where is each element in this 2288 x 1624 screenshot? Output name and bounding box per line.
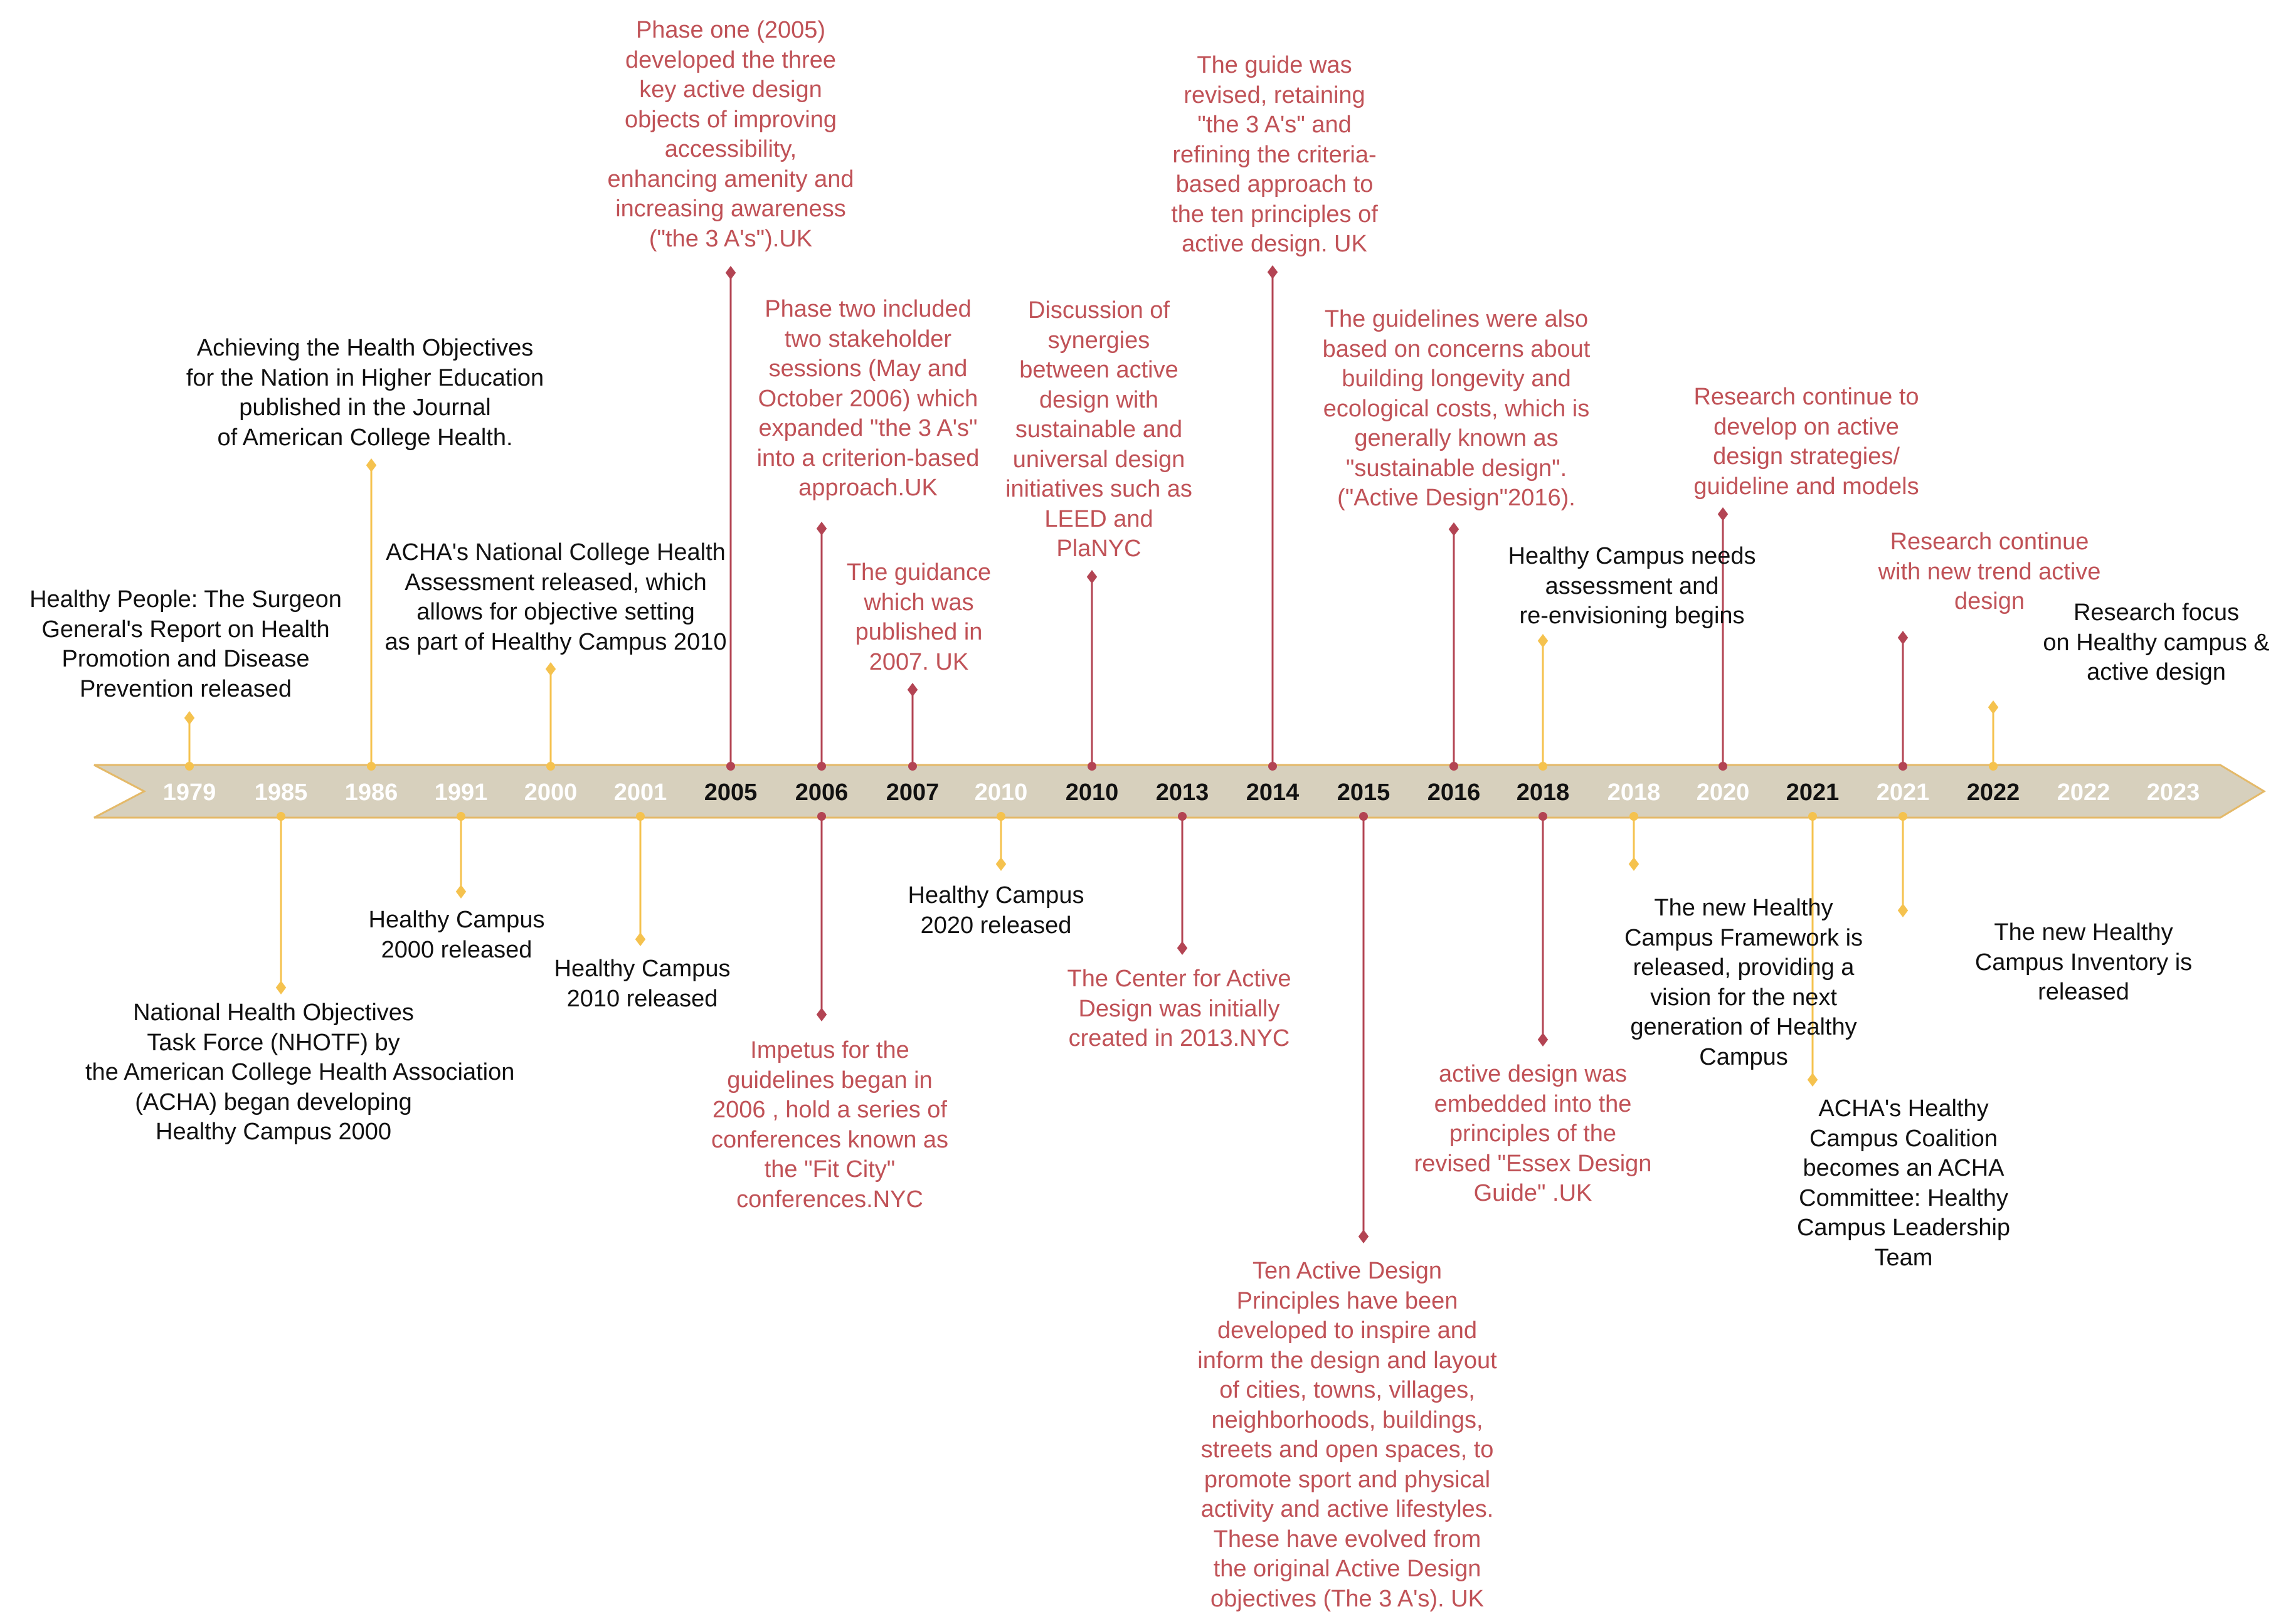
event-line: The guidelines were also [1324, 306, 1589, 332]
year-label-1985: 1985 [254, 779, 308, 806]
event-line: universal design [1012, 446, 1185, 473]
event-description-2005-above [543, 16, 919, 254]
axis-dot [1808, 812, 1817, 821]
event-line: the "Fit City" [764, 1156, 896, 1183]
event-line: inform the design and layout [1197, 1347, 1497, 1374]
event-line: conferences.NYC [736, 1186, 923, 1213]
event-marker-diamond [1358, 1230, 1369, 1243]
event-line: Research focus [2073, 599, 2239, 626]
event-line: generation of Healthy [1630, 1014, 1857, 1040]
event-line: "sustainable design". [1345, 455, 1567, 482]
event-line: developed to inspire and [1217, 1317, 1478, 1344]
event-line: refining the criteria- [1172, 141, 1377, 168]
axis-dot [1989, 762, 1998, 771]
year-label-2005: 2005 [704, 779, 758, 806]
event-marker-diamond [1718, 507, 1729, 521]
event-line: expanded "the 3 A's" [758, 415, 978, 441]
axis-dot [185, 762, 194, 771]
event-marker-diamond [1449, 522, 1459, 536]
event-description-2007-above [731, 558, 1107, 677]
event-marker-diamond [817, 522, 827, 535]
axis-dot [1539, 762, 1547, 771]
event-marker-diamond [184, 711, 195, 725]
event-line: the ten principles of [1171, 201, 1378, 228]
event-line: ecological costs, which is [1323, 395, 1590, 422]
axis-dot [997, 812, 1005, 821]
event-line: Prevention released [80, 675, 292, 702]
year-label-2013: 2013 [1155, 779, 1209, 806]
year-label-2020: 2020 [1696, 779, 1750, 806]
event-line: revised "Essex Design [1414, 1150, 1652, 1177]
event-line: embedded into the [1434, 1090, 1632, 1117]
event-line: activity and active lifestyles. [1200, 1496, 1494, 1522]
event-line: active design [2087, 659, 2226, 685]
event-marker-diamond [908, 683, 918, 697]
event-line: Campus Framework is [1624, 924, 1863, 951]
event-description-1979-above [0, 585, 374, 704]
event-marker-diamond [1898, 631, 1909, 645]
event-line: of American College Health. [217, 424, 513, 451]
event-line: Assessment released, which [405, 569, 707, 596]
axis-dot [457, 812, 465, 821]
event-line: Ten Active Design [1252, 1258, 1443, 1284]
event-marker-diamond [996, 857, 1007, 871]
event-line: active design was [1439, 1061, 1627, 1087]
event-line: design with [1039, 386, 1159, 413]
event-line: Research continue [1890, 529, 2089, 555]
event-line: 2010 released [566, 985, 718, 1012]
event-line: These have evolved from [1213, 1526, 1481, 1553]
axis-dot [817, 812, 826, 821]
year-label-2010: 2010 [974, 779, 1028, 806]
event-line: Healthy Campus 2000 [156, 1119, 391, 1145]
event-description-2016-above [1268, 305, 1644, 514]
event-line: sessions (May and [768, 356, 968, 382]
event-line: Guide" .UK [1473, 1180, 1592, 1206]
year-label-2018: 2018 [1516, 779, 1570, 806]
event-line: Design was initially [1078, 995, 1280, 1022]
event-line: Healthy Campus [368, 907, 545, 933]
event-line: sustainable and [1015, 416, 1183, 443]
event-line: developed the three [625, 46, 836, 73]
event-line: Campus [1699, 1043, 1788, 1070]
year-label-2021: 2021 [1786, 779, 1840, 806]
event-line: released [2038, 979, 2129, 1005]
event-line: Promotion and Disease [61, 646, 310, 672]
year-label-2023: 2023 [2146, 779, 2200, 806]
event-line: Healthy Campus needs [1508, 543, 1756, 569]
event-line: Principles have been [1236, 1287, 1458, 1314]
event-description-2015-below [1159, 1257, 1535, 1614]
event-description-2000-above [368, 538, 744, 657]
event-line: between active [1019, 357, 1178, 383]
event-line: Team [1874, 1244, 1933, 1271]
event-line: published in the Journal [239, 394, 491, 421]
event-line: October 2006) which [758, 385, 978, 412]
axis-dot [726, 762, 735, 771]
event-description-2018-below [1345, 1060, 1721, 1209]
event-line: "the 3 A's" and [1197, 112, 1352, 138]
year-label-2015: 2015 [1337, 779, 1390, 806]
event-line: The guide was [1197, 52, 1352, 78]
year-label-2022: 2022 [1966, 779, 2020, 806]
event-marker-diamond [726, 266, 736, 280]
event-description-2001-below [454, 954, 830, 1014]
event-line: Discussion of [1028, 297, 1170, 324]
event-description-2013-below [991, 964, 1367, 1054]
event-line: re-envisioning begins [1519, 603, 1745, 629]
event-line: with new trend active [1878, 558, 2101, 585]
event-line: released, providing a [1633, 954, 1855, 981]
year-label-2021: 2021 [1876, 779, 1930, 806]
year-label-1979: 1979 [162, 779, 216, 806]
event-line: ACHA's Healthy [1818, 1095, 1989, 1122]
event-marker-diamond [366, 458, 377, 472]
event-line: Committee: Healthy [1799, 1184, 2008, 1211]
event-line: allows for objective setting [416, 599, 695, 625]
event-description-2021-below [1715, 1094, 2092, 1273]
event-line: Phase two included [765, 296, 972, 322]
event-line: into a criterion-based [756, 445, 980, 472]
event-line: for the Nation in Higher Education [186, 364, 544, 391]
event-line: key active design [639, 76, 822, 103]
event-line: Campus Coalition [1809, 1125, 1998, 1152]
event-line: accessibility, [664, 136, 797, 162]
event-line: becomes an ACHA [1803, 1155, 2005, 1181]
event-line: neighborhoods, buildings, [1211, 1406, 1483, 1433]
event-line: as part of Healthy Campus 2010 [384, 628, 727, 655]
event-line: 2000 released [381, 936, 532, 963]
event-marker-diamond [1808, 1073, 1818, 1087]
event-description-2014-above [1086, 51, 1463, 260]
event-marker-diamond [276, 981, 287, 994]
event-line: approach.UK [798, 475, 938, 501]
event-description-1986-above [177, 334, 553, 453]
event-line: The new Healthy [1654, 895, 1833, 921]
event-marker-diamond [1177, 941, 1188, 955]
event-line: which was [864, 589, 974, 616]
event-line: ("Active Design"2016). [1337, 485, 1576, 511]
axis-dot [636, 812, 645, 821]
event-marker-diamond [546, 662, 556, 676]
event-line: LEED and [1044, 505, 1153, 532]
axis-dot [1719, 762, 1727, 771]
axis-dot [1088, 762, 1096, 771]
year-label-2022: 2022 [2057, 779, 2111, 806]
event-line: principles of the [1449, 1120, 1617, 1147]
event-line: 2007. UK [869, 648, 969, 675]
event-line: vision for the next [1650, 984, 1837, 1011]
event-line: based approach to [1175, 171, 1374, 198]
event-line: promote sport and physical [1204, 1466, 1491, 1493]
year-label-2014: 2014 [1246, 779, 1300, 806]
event-line: The new Healthy [1994, 919, 2173, 946]
axis-dot [1899, 812, 1907, 821]
axis-dot [1268, 762, 1277, 771]
event-line: ("the 3 A's").UK [649, 225, 813, 252]
axis-dot [1449, 762, 1458, 771]
event-line: Healthy Campus [908, 882, 1084, 909]
event-marker-diamond [456, 885, 467, 899]
event-line: 2006 , hold a series of [712, 1097, 947, 1123]
event-line: develop on active [1713, 413, 1899, 440]
event-line: guideline and models [1693, 473, 1919, 500]
event-line: initiatives such as [1005, 476, 1192, 502]
event-line: revised, retaining [1184, 82, 1365, 108]
event-line: conferences known as [711, 1126, 949, 1153]
event-marker-diamond [1988, 700, 1999, 714]
event-line: Campus Leadership [1796, 1215, 2011, 1241]
event-line: Task Force (NHOTF) by [147, 1029, 400, 1056]
event-line: Campus Inventory is [1974, 949, 2193, 976]
event-description-2021-above [1618, 382, 1994, 502]
year-label-2010: 2010 [1065, 779, 1119, 806]
event-line: enhancing amenity and [607, 166, 854, 192]
event-line: synergies [1047, 327, 1150, 354]
event-marker-diamond [1538, 634, 1549, 648]
event-line: General's Report on Health [41, 616, 330, 643]
event-line: objects of improving [625, 106, 837, 133]
year-label-2007: 2007 [886, 779, 940, 806]
event-line: 2020 released [920, 912, 1072, 939]
event-line: PlaNYC [1056, 535, 1141, 562]
event-description-1985-below [85, 998, 515, 1147]
year-label-2018: 2018 [1607, 779, 1661, 806]
event-marker-diamond [1268, 265, 1278, 279]
event-description-2010-below [808, 881, 1184, 941]
axis-dot [546, 762, 555, 771]
event-line: design [1954, 588, 2025, 614]
axis-dot [1629, 812, 1638, 821]
event-line: on Healthy campus & [2043, 629, 2270, 656]
year-label-2000: 2000 [524, 779, 578, 806]
event-line: Research continue to [1693, 384, 1919, 410]
year-label-2006: 2006 [795, 779, 849, 806]
event-line: assessment and [1545, 572, 1719, 599]
event-line: The guidance [846, 559, 992, 586]
event-description-2022-below [1895, 918, 2272, 1008]
event-line: guidelines began in [727, 1067, 933, 1094]
axis-dot [908, 762, 917, 771]
axis-dot [1899, 762, 1907, 771]
event-line: generally known as [1354, 425, 1559, 451]
event-description-2020-below [1555, 894, 1932, 1072]
axis-dot [1359, 812, 1368, 821]
event-line: Achieving the Health Objectives [196, 335, 534, 361]
event-line: streets and open spaces, to [1200, 1437, 1494, 1463]
year-label-2016: 2016 [1427, 779, 1481, 806]
axis-dot [1178, 812, 1187, 821]
event-description-2010-above [911, 296, 1287, 564]
axis-dot [367, 762, 376, 771]
event-marker-diamond [1538, 1033, 1549, 1047]
event-description-2006-below [642, 1036, 1018, 1215]
event-line: of cities, towns, villages, [1219, 1377, 1475, 1403]
event-marker-diamond [1629, 857, 1639, 871]
event-line: increasing awareness [615, 196, 846, 222]
event-line: Impetus for the [750, 1037, 909, 1063]
event-line: building longevity and [1342, 366, 1571, 392]
year-label-1991: 1991 [434, 779, 488, 806]
event-line: design strategies/ [1713, 443, 1900, 470]
event-line: published in [855, 619, 983, 645]
event-line: The Center for Active [1067, 966, 1291, 992]
event-line: the original Active Design [1213, 1556, 1481, 1582]
axis-dot [1539, 812, 1547, 821]
year-label-1986: 1986 [344, 779, 398, 806]
event-line: ACHA's National College Health [386, 539, 726, 566]
axis-dot [817, 762, 826, 771]
year-label-2001: 2001 [613, 779, 667, 806]
event-line: (ACHA) began developing [135, 1089, 412, 1115]
event-line: Healthy People: The Surgeon [29, 586, 342, 613]
axis-dot [277, 812, 285, 821]
event-line: the American College Health Association [85, 1059, 515, 1085]
event-line: Healthy Campus [554, 956, 731, 982]
event-line: created in 2013.NYC [1068, 1025, 1290, 1052]
event-description-2023-above [1968, 598, 2288, 688]
event-description-2018-above [1444, 542, 1820, 631]
event-line: active design. UK [1182, 231, 1367, 257]
event-line: based on concerns about [1322, 335, 1591, 362]
event-line: Phase one (2005) [635, 17, 826, 43]
event-line: objectives (The 3 A's). UK [1210, 1585, 1484, 1612]
event-line: National Health Objectives [133, 999, 414, 1026]
event-line: two stakeholder [784, 325, 952, 352]
